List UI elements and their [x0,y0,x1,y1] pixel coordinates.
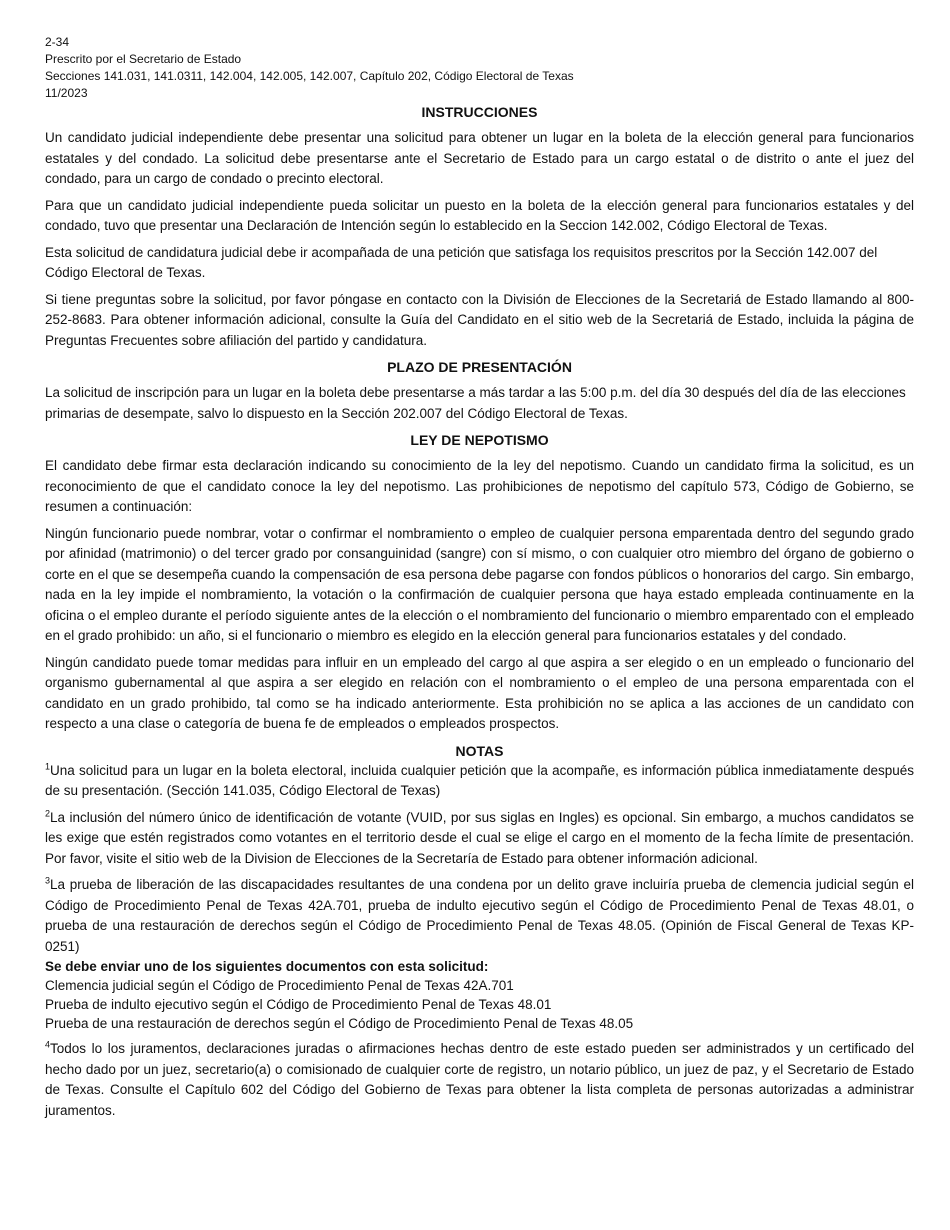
nepotismo-paragraph: El candidato debe firmar esta declaración indicando su conocimiento de la ley del nepotismo. Cuando un candidato firma la solicitud, es un reconocimiento de que el candidato conoce la ley del nepotismo. Las prohibiciones de nepotismo del capítulo 573, Código de Gobierno, se resumen a continuación: [45,458,914,514]
note-4 [45,1039,914,1121]
note-1-mark: 1 [45,761,51,771]
note-1-text: Una solicitud para un lugar en la boleta electoral, incluida cualquier petición que la acompañe, es información pública inmediatamente después de su presentación. (Sección 141.035, Código Electoral de Texas) [45,762,914,798]
prescribed-by: Prescrito por el Secretario de Estado [45,52,242,66]
plazo-paragraph: La solicitud de inscripción para un lugar en la boleta debe presentarse a más tardar a las 5:00 p.m. del día 30 después del día de las elecciones primarias de desempate, salvo lo dispuesto en la Sección 202.007 del Código Electoral de Texas. [45,385,906,421]
note-1 [45,761,914,802]
form-number: 2-34 [45,35,70,49]
note-4-text: Todos lo los juramentos, declaraciones juradas o afirmaciones hechas dentro de este estado pueden ser administrados y un certificado del hecho dado por un juez, secretario(a) o comisionado de cualquier corte de registro, un notario público, un juez de paz, y el Secretario de Estado de Texas. Consulte el Capítulo 602 del Código del Gobierno de Texas para obtener la lista completa de personas autorizadas a administrar juramentos. [45,1041,914,1118]
instrucciones-heading: INSTRUCCIONES [421,104,538,120]
note-3-text: La prueba de liberación de las discapacidades resultantes de una condena por un delito grave incluiría prueba de clemencia judicial según el Código de Procedimiento Penal de Texas 42A.701, prueba de indulto ejecutivo según el Código de Procedimiento Penal de Texas 48.01, o prueba de una restauración de derechos según el Código de Procedimiento Penal de Texas 48.05. (Opinión de Fiscal General de Texas KP-0251) [45,877,914,954]
plazo-heading: PLAZO DE PRESENTACIÓN [387,359,572,375]
note-2-text: La inclusión del número único de identificación de votante (VUID, por sus siglas en Ingles) es opcional. Sin embargo, a muchos candidatos se les exige que estén registrados como votantes en el territorio desde el cual se elige el cargo en el momento de la fecha límite de presentación. Por favor, visite el sitio web de la Division de Elecciones de la Secretaría de Estado para obtener información adicional. [45,809,914,866]
statute-sections: Secciones 141.031, 141.0311, 142.004, 142.005, 142.007, Capítulo 202, Código Electoral de Texas [45,69,574,83]
note-3 [45,875,914,957]
instrucciones-paragraph: Esta solicitud de candidatura judicial debe ir acompañada de una petición que satisfaga los requisitos prescritos por la Sección 142.007 del Código Electoral de Texas. [45,244,878,280]
nepotismo-paragraph: Ningún funcionario puede nombrar, votar o confirmar el nombramiento o empleo de cualquier persona emparentada dentro del segundo grado por afinidad (matrimonio) o del tercer grado por consanguinidad (sangre) con sí mismo, o con cualquier otro miembro del órgano de gobierno o corte en el que se desempeña cuando la compensación de esa persona debe pagarse con fondos públicos o honorarios del cargo. Sin embargo, nada en la ley impide el nombramiento, la votación o la confirmación de cualquier persona que haya estado empleada continuamente en la oficina o el empleo durante el período siguiente antes de la elección o el nombramiento del funcionario o miembro emparentado con el empleado en el grado prohibido: un año, si el funcionario o miembro es elegido en la elección general para funcionarios estatales y del condado. [45,525,914,643]
notas-heading: NOTAS [455,742,504,759]
instrucciones-paragraph: Un candidato judicial independiente debe presentar una solicitud para obtener un lugar en la boleta de la elección general para funcionarios estatales y del condado. La solicitud debe presentarse ante el Secretario de Estado para un cargo estatal o de distrito o ante el juez del condado, para un cargo de condado o precinto electoral. [45,130,914,186]
nepotismo-paragraph: Ningún candidato puede tomar medidas para influir en un empleado del cargo al que aspira a ser elegido o en un empleado o funcionario del organismo gubernamental al que aspira a ser elegido en relación con el nombramiento o el empleo de una persona emparentada con el candidato en un grado prohibido, tal como se ha indicado anteriormente. Esta prohibición no se aplica a las acciones de un candidato con respecto a una clase o categoría de buena fe de empleados o empleados prospectos. [45,654,914,731]
documents-list [45,976,914,1033]
document-item: Prueba de una restauración de derechos según el Código de Procedimiento Penal de Texas 48.05 [45,1016,634,1031]
documents-label: Se debe enviar uno de los siguientes documentos con esta solicitud: [45,959,489,974]
note-2-mark: 2 [45,808,51,818]
note-2 [45,808,914,870]
note-3-mark: 3 [45,875,51,886]
form-header [45,34,914,102]
nepotismo-heading: LEY DE NEPOTISMO [410,432,549,448]
note-4-mark: 4 [45,1039,51,1050]
instrucciones-paragraph: Si tiene preguntas sobre la solicitud, por favor póngase en contacto con la División de Elecciones de la Secretariá de Estado llamando al 800-252-8683. Para obtener información adicional, consulte la Guía del Candidato en el sitio web de la Secretariá de Estado, incluida la página de Preguntas Frecuentes sobre afiliación del partido y candidatura. [45,291,914,348]
document-item: Clemencia judicial según el Código de Procedimiento Penal de Texas 42A.701 [45,978,514,993]
instrucciones-paragraph: Para que un candidato judicial independiente pueda solicitar un puesto en la boleta de la elección general para funcionarios estatales y del condado, tuvo que presentar una Declaración de Intención según lo establecido en la Seccion 142.002, Código Electoral de Texas. [45,197,914,233]
form-date: 11/2023 [45,86,88,100]
document-item: Prueba de indulto ejecutivo según el Código de Procedimiento Penal de Texas 48.01 [45,997,552,1012]
